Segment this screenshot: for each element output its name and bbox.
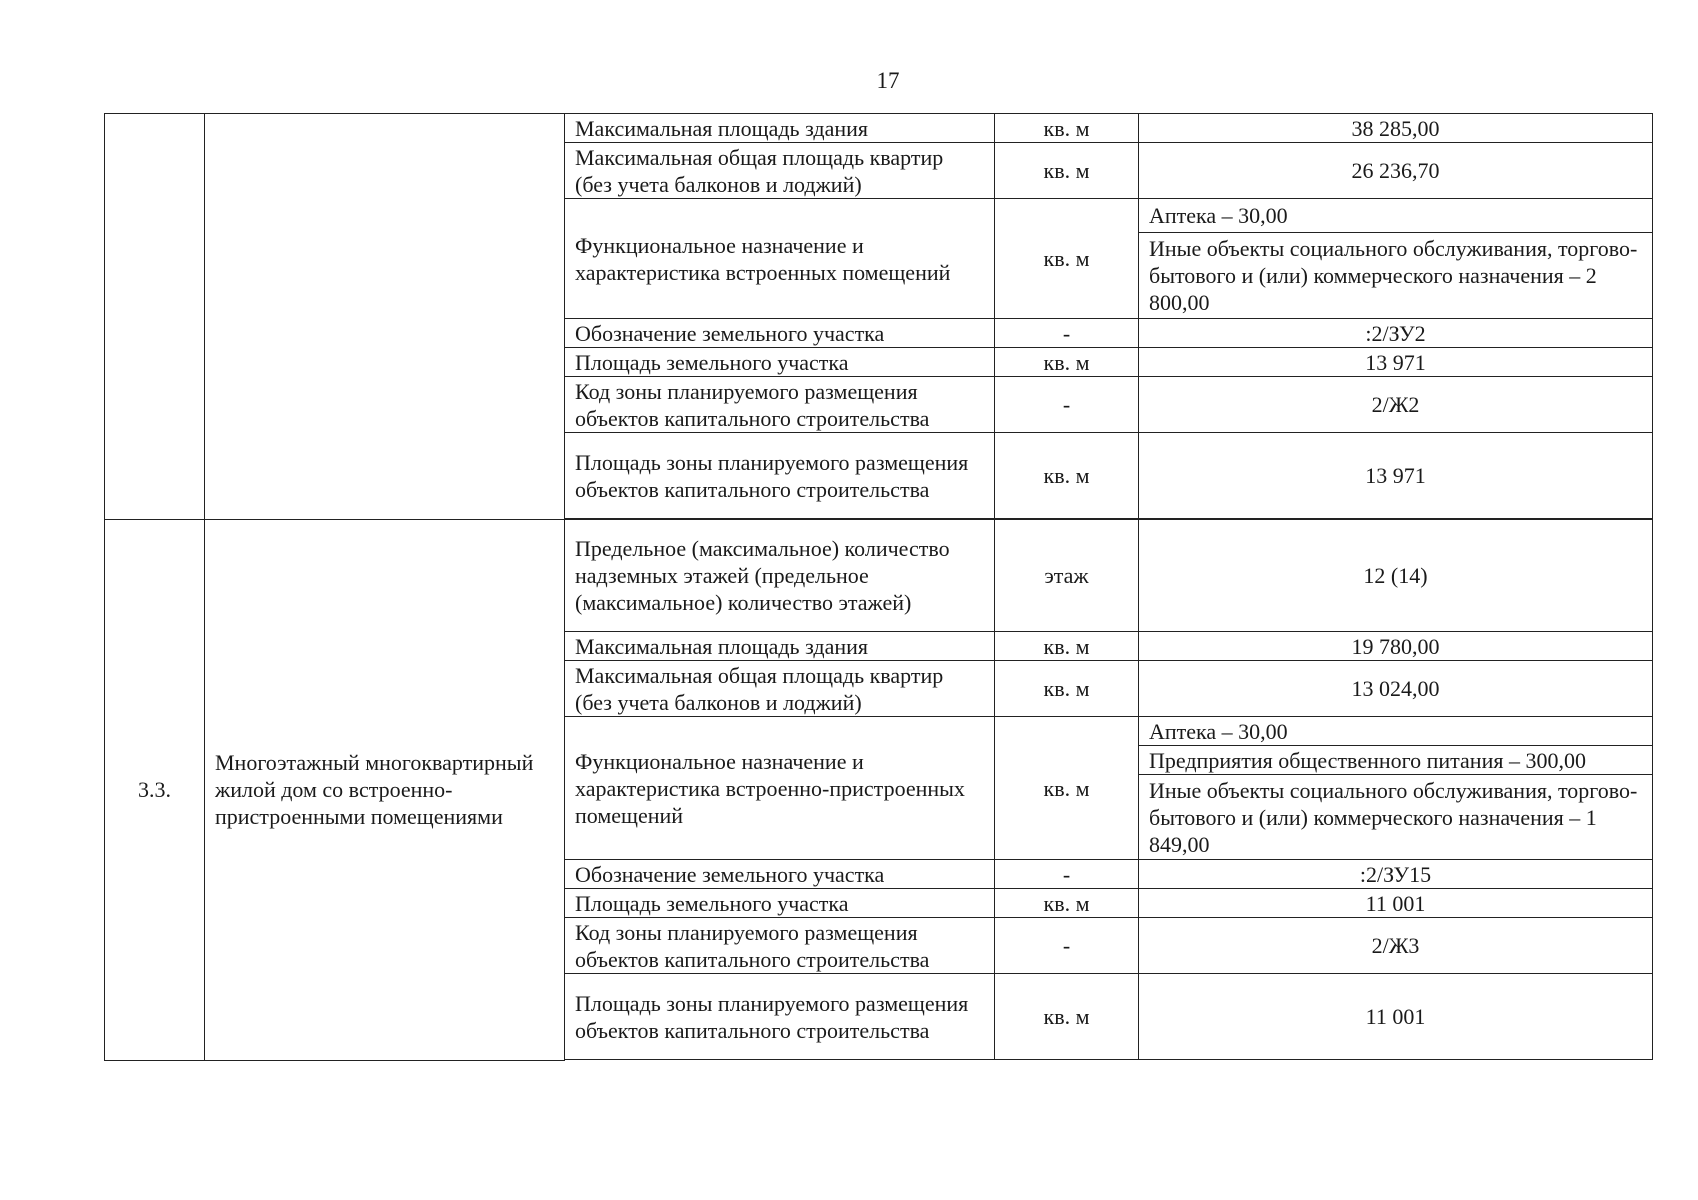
param-cell: Максимальная площадь здания <box>565 114 995 143</box>
unit-cell: кв. м <box>995 433 1139 519</box>
param-cell: Максимальная общая площадь квартир (без учета балконов и лоджий) <box>565 661 995 717</box>
value-cell: 11 001 <box>1139 974 1653 1060</box>
param-cell: Предельное (максимальное) количество надземных этажей (предельное (максимальное) количество этажей) <box>565 520 995 632</box>
param-cell: Площадь земельного участка <box>565 889 995 918</box>
value-cell: 13 971 <box>1139 433 1653 519</box>
value-cell: 12 (14) <box>1139 520 1653 632</box>
unit-cell: кв. м <box>995 632 1139 661</box>
param-cell: Максимальная площадь здания <box>565 632 995 661</box>
unit-cell: - <box>995 918 1139 974</box>
unit-cell: кв. м <box>995 143 1139 199</box>
unit-cell: кв. м <box>995 661 1139 717</box>
parameters-table <box>104 113 1653 1061</box>
unit-cell: - <box>995 319 1139 348</box>
object-name-cell <box>205 114 565 520</box>
value-cell: Иные объекты социального обслуживания, торгово-бытового и (или) коммерческого назначения – 1 849,00 <box>1139 775 1653 860</box>
unit-cell: кв. м <box>995 199 1139 319</box>
param-cell: Код зоны планируемого размещения объектов капитального строительства <box>565 377 995 433</box>
unit-cell: - <box>995 377 1139 433</box>
section-number-cell <box>105 114 205 520</box>
page-number: 17 <box>876 68 900 93</box>
table-row <box>105 520 1653 632</box>
value-cell: Аптека – 30,00 <box>1139 199 1653 233</box>
param-cell: Максимальная общая площадь квартир (без учета балконов и лоджий) <box>565 143 995 199</box>
param-cell: Обозначение земельного участка <box>565 860 995 889</box>
param-cell: Площадь зоны планируемого размещения объектов капитального строительства <box>565 974 995 1060</box>
table-row <box>105 114 1653 143</box>
value-cell: 13 971 <box>1139 348 1653 377</box>
param-cell: Функциональное назначение и характеристика встроенных помещений <box>565 199 995 319</box>
param-cell: Код зоны планируемого размещения объектов капитального строительства <box>565 918 995 974</box>
value-cell: Предприятия общественного питания – 300,00 <box>1139 746 1653 775</box>
param-cell: Площадь земельного участка <box>565 348 995 377</box>
unit-cell: - <box>995 860 1139 889</box>
object-name: Многоэтажный многоквартирный жилой дом со встроенно-пристроенными помещениями <box>205 520 565 1061</box>
value-cell: :2/ЗУ2 <box>1139 319 1653 348</box>
param-cell: Площадь зоны планируемого размещения объектов капитального строительства <box>565 433 995 519</box>
value-cell: 13 024,00 <box>1139 661 1653 717</box>
param-cell: Обозначение земельного участка <box>565 319 995 348</box>
unit-cell: кв. м <box>995 889 1139 918</box>
unit-cell: кв. м <box>995 114 1139 143</box>
unit-cell: кв. м <box>995 717 1139 860</box>
value-cell: Аптека – 30,00 <box>1139 717 1653 746</box>
value-cell: 2/Ж3 <box>1139 918 1653 974</box>
value-cell: :2/ЗУ15 <box>1139 860 1653 889</box>
unit-cell: кв. м <box>995 348 1139 377</box>
section-number: 3.3. <box>105 520 205 1061</box>
value-cell: 26 236,70 <box>1139 143 1653 199</box>
value-cell: 19 780,00 <box>1139 632 1653 661</box>
value-cell: 11 001 <box>1139 889 1653 918</box>
unit-cell: кв. м <box>995 974 1139 1060</box>
value-cell: Иные объекты социального обслуживания, торгово-бытового и (или) коммерческого назначения – 2 800,00 <box>1139 233 1653 319</box>
unit-cell: этаж <box>995 520 1139 632</box>
value-cell: 2/Ж2 <box>1139 377 1653 433</box>
param-cell: Функциональное назначение и характеристика встроенно-пристроенных помещений <box>565 717 995 860</box>
value-cell: 38 285,00 <box>1139 114 1653 143</box>
